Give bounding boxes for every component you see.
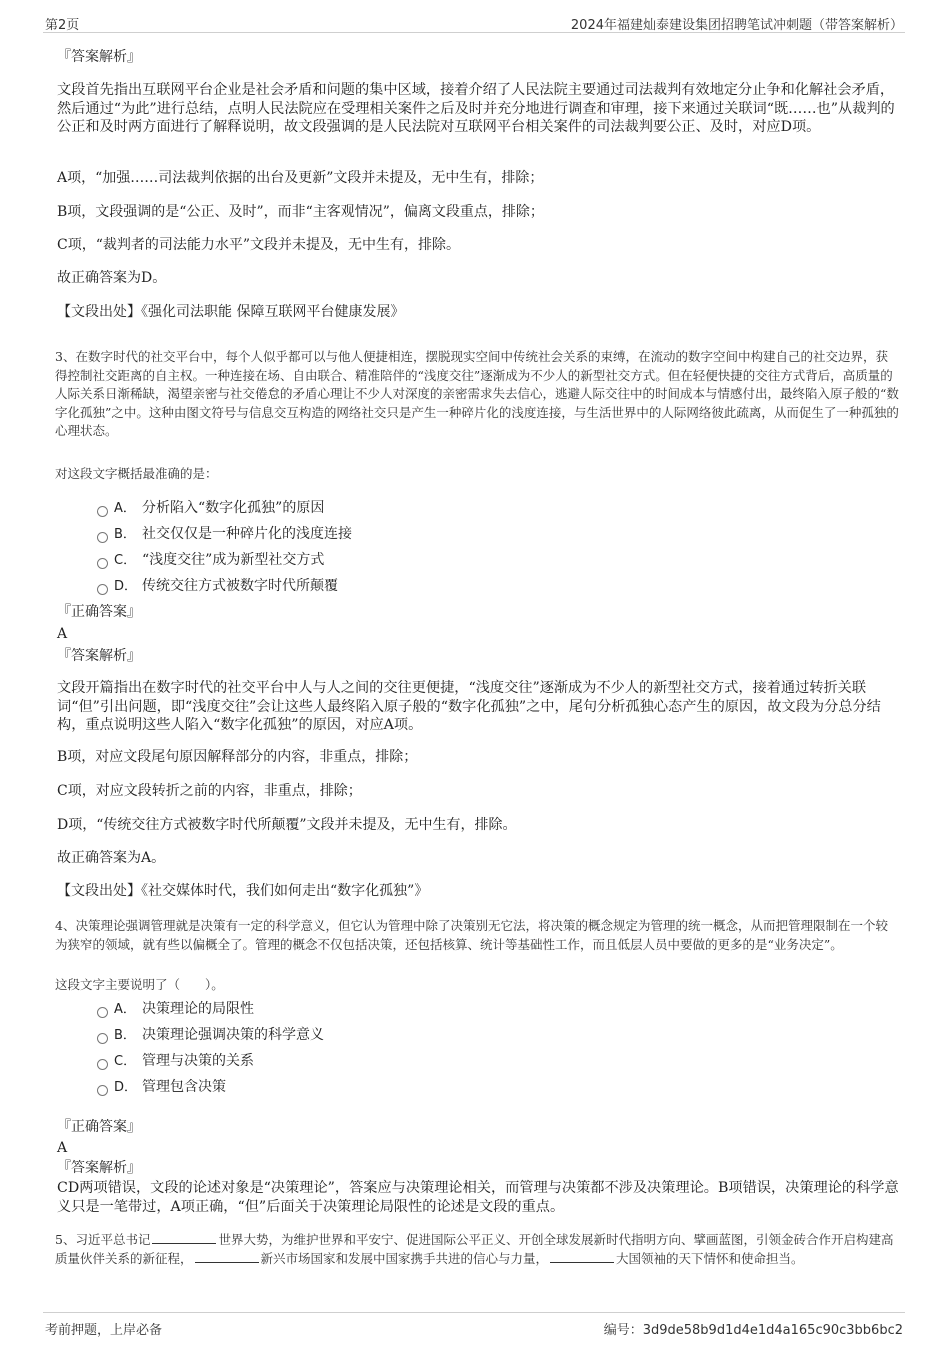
radio-icon[interactable]: [97, 1085, 108, 1096]
q4-option-a[interactable]: A． 决策理论的局限性: [97, 999, 254, 1020]
q4-option-b[interactable]: B． 决策理论强调决策的科学意义: [97, 1025, 324, 1046]
radio-icon[interactable]: [97, 1059, 108, 1070]
q3-question: 对这段文字概括最准确的是：: [55, 466, 218, 481]
q3-stem: 3、在数字时代的社交平台中，每个人似乎都可以与他人便捷相连，摆脱现实空间中传统社会关系的束缚，在流动的数字空间中构建自己的社交边界，获得控制社交距离的自主权。一种连接在场、自由联合、精准陪伴的“浅度交往”逐渐成为不少人的新型社交方式。但在轻便快捷的交往方式背后，高质量的人际关系日渐稀缺，渴望亲密与社交倦怠的矛盾心理让不少人对深度的亲密需求失去信心，逃避人际交往中的时间成本与情感付出，最终陷入原子般的“数字化孤独”之中。这种由图文符号与信息交互构造的网络社交只是产生一种碎片化的浅度连接，与生活世界中的人际网络彼此疏离，从而促生了一种孤独的心理状态。: [55, 349, 899, 438]
footer-slogan: 考前押题，上岸必备: [45, 1323, 163, 1338]
radio-icon[interactable]: [97, 506, 108, 517]
q3-option-a[interactable]: A． 分析陷入“数字化孤独”的原因: [97, 498, 324, 519]
answer-blank: [152, 1231, 216, 1244]
q4-question: 这段文字主要说明了（ ）。: [55, 977, 224, 992]
q3-explain-b: B项，对应文段尾句原因解释部分的内容，非重点，排除；: [57, 749, 418, 765]
radio-icon[interactable]: [97, 584, 108, 595]
page-footer: [43, 1312, 905, 1337]
q2-explain-c: C项，“裁判者的司法能力水平”文段并未提及，无中生有，排除。: [57, 237, 461, 253]
q2-explain-a: A项，“加强……司法裁判依据的出台及更新”文段并未提及，无中生有，排除；: [57, 170, 544, 186]
answer-blank: [195, 1250, 259, 1263]
page-number: 第2页: [45, 18, 80, 33]
q3-analysis-label: 『答案解析』: [57, 648, 141, 664]
q2-analysis-label: 『答案解析』: [57, 49, 141, 65]
radio-icon[interactable]: [97, 558, 108, 569]
q4-option-d[interactable]: D． 管理包含决策: [97, 1077, 226, 1098]
q2-conclusion: 故正确答案为D。: [57, 270, 167, 286]
q4-analysis: CD两项错误，文段的论述对象是“决策理论”，答案应与决策理论相关，而管理与决策都不涉及决策理论。B项错误，决策理论的科学意义只是一笔带过，A项正确，“但”后面关于决策理论局限性的论述是文段的重点。: [57, 1180, 899, 1215]
q2-explain-b: B项，文段强调的是“公正、及时”，而非“主客观情况”，偏离文段重点，排除；: [57, 204, 544, 220]
q3-explain-d: D项，“传统交往方式被数字时代所颠覆”文段并未提及，无中生有，排除。: [57, 817, 517, 833]
q3-option-d[interactable]: D． 传统交往方式被数字时代所颠覆: [97, 576, 338, 597]
q3-conclusion: 故正确答案为A。: [57, 850, 166, 866]
q3-option-c[interactable]: C． “浅度交往”成为新型社交方式: [97, 550, 324, 571]
document-title: 2024年福建灿泰建设集团招聘笔试冲刺题（带答案解析）: [570, 18, 903, 33]
q4-answer-label: 『正确答案』: [57, 1119, 141, 1135]
q3-explain-c: C项，对应文段转折之前的内容，非重点，排除；: [57, 783, 362, 799]
radio-icon[interactable]: [97, 532, 108, 543]
q3-answer-label: 『正确答案』: [57, 604, 141, 620]
q3-analysis: 文段开篇指出在数字时代的社交平台中人与人之间的交往更便捷，“浅度交往”逐渐成为不少人的新型社交方式，接着通过转折关联词“但”引出问题，即“浅度交往”会让这些人最终陷入原子般的“数字化孤独”之中，尾句分析孤独心态产生的原因，故文段为分总分结构，重点说明这些人陷入“数字化孤独”的原因，对应A项。: [57, 680, 881, 733]
page-header: [43, 10, 905, 33]
document-id: 编号：3d9de58b9d1d4e1d4a165c90c3bb6bc2: [603, 1323, 903, 1338]
q4-option-c[interactable]: C． 管理与决策的关系: [97, 1051, 254, 1072]
q2-source: 【文段出处】《强化司法职能 保障互联网平台健康发展》: [57, 304, 405, 320]
radio-icon[interactable]: [97, 1007, 108, 1018]
q3-answer: A: [57, 626, 68, 642]
radio-icon[interactable]: [97, 1033, 108, 1044]
answer-blank: [550, 1250, 614, 1263]
q2-analysis: 文段首先指出互联网平台企业是社会矛盾和问题的集中区域，接着介绍了人民法院主要通过司法裁判有效地定分止争和化解社会矛盾，然后通过“为此”进行总结，点明人民法院应在受理相关案件之后及时并充分地进行调查和审理，接下来通过关联词“既……也”从裁判的公正和及时两方面进行了解释说明，故文段强调的是人民法院对互联网平台相关案件的司法裁判要公正、及时，对应D项。: [57, 82, 895, 135]
q3-option-b[interactable]: B． 社交仅仅是一种碎片化的浅度连接: [97, 524, 352, 545]
q5-stem: 5、习近平总书记 世界大势，为维护世界和平安宁、促进国际公平正义、开创全球发展新时代指明方向、擘画蓝图，引领金砖合作开启构建高质量伙伴关系的新征程， 新兴市场国家和发展中国家携手共进的信心与力量， 大国领袖的天下情怀和使命担当。: [55, 1232, 894, 1266]
q4-answer: A: [57, 1140, 68, 1156]
q4-stem: 4、决策理论强调管理就是决策有一定的科学意义，但它认为管理中除了决策别无它法，将决策的概念规定为管理的统一概念，从而把管理限制在一个较为狭窄的领域，就有些以偏概全了。管理的概念不仅包括决策，还包括核算、统计等基础性工作，而且低层人员中要做的更多的是“业务决定”。: [55, 918, 888, 952]
q3-source: 【文段出处】《社交媒体时代，我们如何走出“数字化孤独”》: [57, 883, 429, 899]
q4-analysis-label: 『答案解析』: [57, 1160, 141, 1176]
